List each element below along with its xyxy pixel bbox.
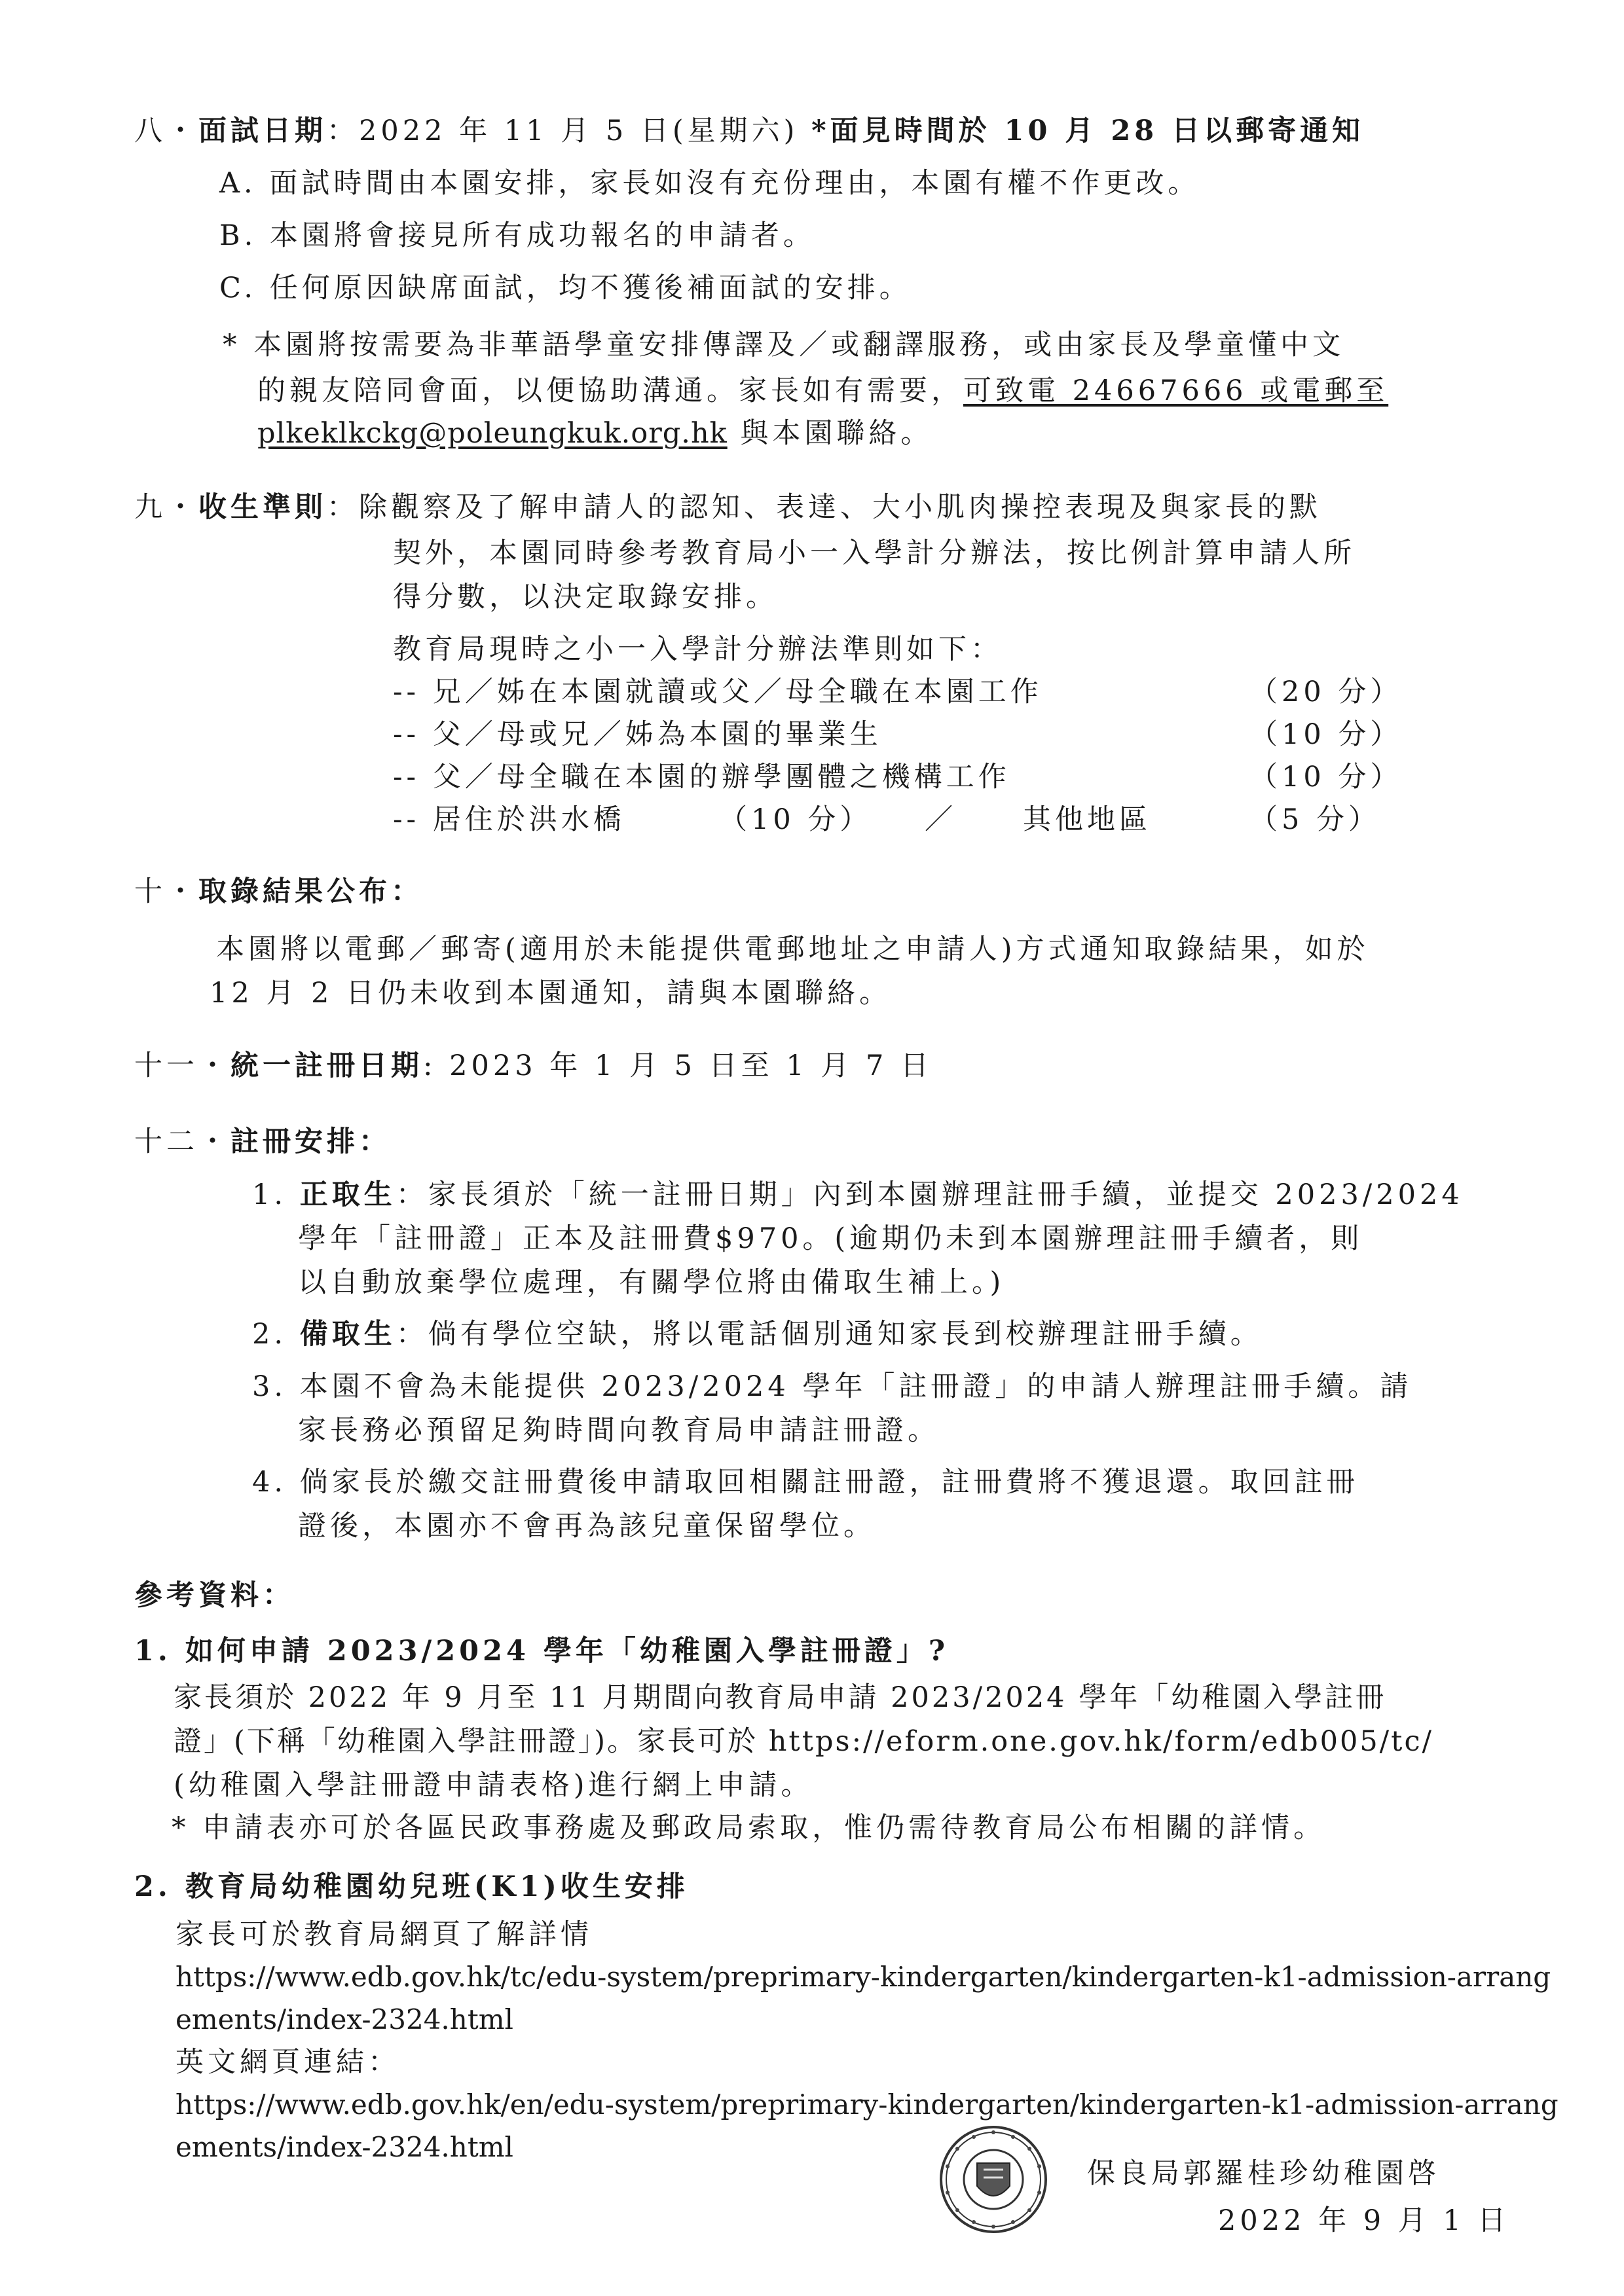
edb-link-en[interactable]: https://www.edb.gov.hk/en/edu-system/preprimary-kindergarten/kindergarten-k1-admission-arrang: [175, 2088, 1559, 2121]
section-11-heading: [134, 1046, 932, 1085]
section-number: 十一・: [134, 1049, 231, 1082]
section-number: 九・: [134, 491, 198, 524]
section-label: 註冊安排：: [231, 1125, 391, 1158]
criteria-row: 其他地區: [1023, 803, 1151, 836]
section-label: 面試日期: [198, 115, 327, 147]
list-item: B. 本園將會接見所有成功報名的申請者。: [219, 219, 815, 252]
section-number: 八・: [134, 115, 198, 147]
criteria-text: 得分數，以決定取錄安排。: [393, 581, 778, 613]
item-text: ：倘有學位空缺，將以電話個別通知家長到校辦理註冊手續。: [396, 1318, 1263, 1351]
criteria-subheading: 教育局現時之小一入學計分辦法準則如下：: [393, 633, 1003, 666]
note-text: 與本園聯絡。: [727, 417, 933, 450]
interview-notice: *面見時間於 10 月 28 日以郵寄通知: [811, 115, 1365, 147]
list-item: C. 任何原因缺席面試，均不獲後補面試的安排。: [219, 272, 912, 304]
item-text: 證後，本園亦不會再為該兒童保留學位。: [298, 1510, 876, 1542]
section-number: 十・: [134, 875, 198, 908]
item-label: 正取生: [299, 1178, 396, 1211]
translation-note-line-3: [257, 414, 932, 453]
registration-item-3: 3. 本園不會為未能提供 2023/2024 學年「註冊證」的申請人辦理註冊手續。請: [252, 1370, 1412, 1403]
section-9-heading: [134, 488, 1321, 527]
item-text: 家長務必預留足夠時間向教育局申請註冊證。: [298, 1414, 940, 1447]
contact-phone: 可致電 24667666 或電郵至: [963, 374, 1389, 407]
reference-text: (幼稚園入學註冊證申請表格)進行網上申請。: [174, 1769, 813, 1802]
result-text: 本園將以電郵／郵寄(適用於未能提供電郵地址之申請人)方式通知取錄結果，如於: [216, 933, 1369, 966]
criteria-row: -- 父／母全職在本園的辦學團體之機構工作: [393, 761, 1010, 793]
section-8-heading: [134, 111, 1364, 151]
item-text: 以自動放棄學位處理，有關學位將由備取生補上。): [298, 1266, 1005, 1299]
reference-text: 英文網頁連結：: [175, 2046, 400, 2079]
criteria-points: （10 分）: [1249, 718, 1403, 751]
item-number: 1.: [252, 1178, 287, 1211]
translation-note-line-2: [257, 371, 1388, 410]
reference-text: 證」(下稱「幼稚園入學註冊證」)。家長可於 https://eform.one.gov.hk/form/edb005/tc/: [174, 1725, 1434, 1758]
list-item: A. 面試時間由本園安排，家長如沒有充份理由，本園有權不作更改。: [219, 167, 1200, 200]
criteria-separator: ／: [925, 803, 957, 836]
criteria-points: （10 分）: [1249, 761, 1403, 793]
registration-date: : 2023 年 1 月 5 日至 1 月 7 日: [423, 1049, 933, 1082]
section-10-heading: [134, 872, 423, 911]
reference-heading: 參考資料：: [134, 1579, 295, 1612]
reference-text: 家長可於教育局網頁了解詳情: [175, 1918, 593, 1951]
item-text: 學年「註冊證」正本及註冊費$970。(逾期仍未到本園辦理註冊手續者，則: [298, 1222, 1363, 1255]
signature: 保良局郭羅桂珍幼稚園啓: [1087, 2157, 1440, 2190]
interview-date: ：2022 年 11 月 5 日(星期六): [327, 115, 799, 147]
criteria-points: （5 分）: [1249, 803, 1381, 836]
contact-email: plkeklkckg@poleungkuk.org.hk: [257, 417, 728, 450]
document-date: 2022 年 9 月 1 日: [1218, 2204, 1510, 2237]
criteria-row: -- 居住於洪水橋: [393, 803, 625, 836]
registration-item-1: [252, 1175, 1464, 1214]
criteria-points: （20 分）: [1249, 676, 1403, 708]
reference-question-2: 2. 教育局幼稚園幼兒班(K1)收生安排: [134, 1870, 689, 1903]
item-label: 備取生: [299, 1318, 396, 1351]
item-number: 2.: [252, 1318, 287, 1351]
registration-item-4: 4. 倘家長於繳交註冊費後申請取回相關註冊證，註冊費將不獲退還。取回註冊: [252, 1466, 1359, 1499]
translation-note: * 本園將按需要為非華語學童安排傳譯及／或翻譯服務，或由家長及學童懂中文: [223, 329, 1345, 361]
criteria-text: 契外，本園同時參考教育局小一入學計分辦法，按比例計算申請人所: [393, 537, 1356, 570]
criteria-points: （10 分）: [719, 803, 872, 836]
edb-link-tc[interactable]: https://www.edb.gov.hk/tc/edu-system/preprimary-kindergarten/kindergarten-k1-admission-arrang: [175, 1961, 1551, 1993]
edb-link-en-cont[interactable]: ements/index-2324.html: [175, 2131, 513, 2163]
criteria-text: ：除觀察及了解申請人的認知、表達、大小肌肉操控表現及與家長的默: [327, 491, 1321, 524]
criteria-row: -- 兄／姊在本園就讀或父／母全職在本園工作: [393, 676, 1043, 708]
reference-text: 家長須於 2022 年 9 月至 11 月期間向教育局申請 2023/2024 學年「幼稚園入學註冊: [174, 1681, 1387, 1714]
item-text: ：家長須於「統一註冊日期」內到本園辦理註冊手續，並提交 2023/2024: [396, 1178, 1464, 1211]
section-number: 十二・: [134, 1125, 231, 1158]
edb-link-tc-cont[interactable]: ements/index-2324.html: [175, 2003, 513, 2035]
criteria-row: -- 父／母或兄／姊為本園的畢業生: [393, 718, 882, 751]
section-label: 收生準則: [198, 491, 327, 524]
note-text: 的親友陪同會面，以便協助溝通。家長如有需要，: [257, 374, 963, 407]
section-label: 取錄結果公布：: [198, 875, 423, 908]
registration-item-2: [252, 1315, 1263, 1354]
school-seal-icon: [938, 2124, 1049, 2235]
result-text: 12 月 2 日仍未收到本園通知，請與本園聯絡。: [210, 977, 892, 1010]
section-12-heading: [134, 1122, 391, 1161]
reference-note: * 申請表亦可於各區民政事務處及郵政局索取，惟仍需待教育局公布相關的詳情。: [172, 1812, 1326, 1844]
reference-question-1: 1. 如何申請 2023/2024 學年「幼稚園入學註冊證」?: [134, 1635, 950, 1667]
section-label: 統一註冊日期: [231, 1049, 423, 1082]
